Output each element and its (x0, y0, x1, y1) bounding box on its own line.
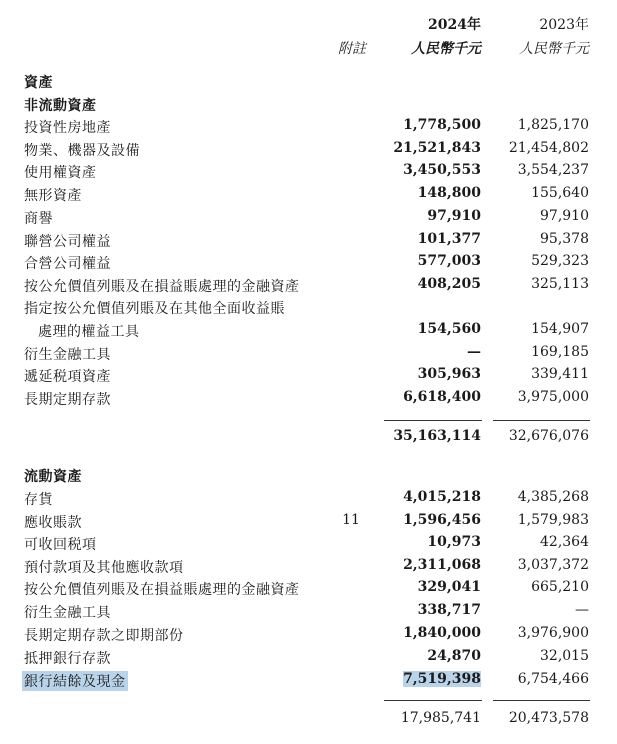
current-total-2023: 20,473,578 (508, 710, 589, 726)
table-row-highlighted (0, 671, 617, 693)
row-label: 處理的權益工具 (38, 324, 140, 340)
value-2023: 154,907 (531, 321, 589, 337)
header-year-2023: 2023年 (539, 17, 589, 33)
value-2023: 4,385,268 (517, 489, 589, 505)
table-row (0, 140, 617, 162)
section-current-row (0, 466, 617, 488)
value-2024: 305,963 (417, 366, 481, 382)
value-2023: 155,640 (531, 185, 589, 201)
table-row (0, 534, 617, 556)
table-row (0, 231, 617, 253)
value-2023: 1,579,983 (517, 512, 589, 528)
table-row (0, 321, 617, 343)
row-label: 指定按公允價值列賬及在其他全面收益賬 (24, 301, 285, 317)
value-2024: 10,973 (427, 534, 481, 550)
value-2023: 3,976,900 (517, 625, 589, 641)
value-2023: 97,910 (540, 208, 589, 224)
value-2023: 42,364 (540, 534, 589, 550)
subtotal-rule-2023 (493, 420, 590, 421)
table-row (0, 185, 617, 207)
row-label: 物業、機器及設備 (24, 143, 140, 159)
section-non-current: 非流動資產 (24, 98, 97, 114)
value-2024: 7,519,398 (403, 671, 481, 687)
row-label: 無形資產 (24, 188, 82, 204)
value-2023: 3,975,000 (517, 389, 589, 405)
value-2023: 6,754,466 (517, 671, 589, 687)
table-row (0, 276, 617, 298)
subtotal-rule-2024 (384, 420, 482, 421)
value-2024: 408,205 (417, 276, 481, 292)
row-label: 抵押銀行存款 (24, 651, 111, 667)
header-note-label: 附註 (338, 41, 366, 57)
value-2024: 148,800 (417, 185, 481, 201)
table-row (0, 579, 617, 601)
row-label: 可收回税項 (24, 537, 97, 553)
row-label: 衍生金融工具 (24, 605, 111, 621)
value-2023: 665,210 (531, 579, 589, 595)
row-label: 按公允價值列賬及在損益賬處理的金融資產 (24, 582, 300, 598)
row-label: 遞延税項資產 (24, 369, 111, 385)
value-2023: 529,323 (531, 253, 589, 269)
section-non-current-row (0, 95, 617, 117)
value-2024: 21,521,843 (393, 140, 481, 156)
value-2023: 95,378 (540, 231, 589, 247)
value-2023: 339,411 (531, 366, 589, 382)
value-2023: 3,037,372 (517, 557, 589, 573)
current-subtotal-rule-2023 (493, 700, 590, 701)
value-2024: 3,450,553 (403, 162, 481, 178)
row-label: 長期定期存款之即期部份 (24, 628, 184, 644)
total-2024: 35,163,114 (393, 428, 481, 444)
total-2023: 32,676,076 (508, 428, 589, 444)
table-row (0, 557, 617, 579)
table-row (0, 512, 617, 534)
value-2024: 101,377 (417, 231, 481, 247)
value-2023: 325,113 (531, 276, 589, 292)
table-row (0, 602, 617, 624)
value-2024: 6,618,400 (403, 389, 481, 405)
table-row (0, 366, 617, 388)
value-2024: 4,015,218 (403, 489, 481, 505)
value-2024: 1,778,500 (403, 117, 481, 133)
table-row (0, 208, 617, 230)
current-subtotal-row (0, 710, 617, 732)
table-row (0, 162, 617, 184)
current-total-2024: 17,985,741 (400, 710, 481, 726)
row-label: 投資性房地產 (24, 120, 111, 136)
row-label: 預付款項及其他應收款項 (24, 560, 184, 576)
row-label: 長期定期存款 (24, 392, 111, 408)
value-2024: 577,003 (417, 253, 481, 269)
value-2023: 1,825,170 (517, 117, 589, 133)
value-2024: 1,596,456 (403, 512, 481, 528)
row-label: 存貨 (24, 492, 53, 508)
row-label: 使用權資產 (24, 165, 97, 181)
value-2024: 1,840,000 (403, 625, 481, 641)
row-label: 銀行結餘及現金 (22, 671, 128, 691)
row-label: 衍生金融工具 (24, 347, 111, 363)
value-2024: 2,311,068 (403, 557, 481, 573)
value-2023: 32,015 (540, 648, 589, 664)
value-2024: 97,910 (427, 208, 481, 224)
table-row (0, 389, 617, 411)
table-row (0, 344, 617, 366)
row-label: 按公允價值列賬及在損益賬處理的金融資產 (24, 279, 300, 295)
table-row (0, 253, 617, 275)
value-2023: 21,454,802 (508, 140, 589, 156)
table-row (0, 298, 617, 320)
header-unit-2023: 人民幣千元 (519, 41, 589, 57)
subtotal-row (0, 428, 617, 450)
table-row (0, 117, 617, 139)
header-year-2024: 2024年 (428, 17, 481, 33)
section-assets: 資產 (24, 75, 53, 91)
row-label: 商譽 (24, 211, 53, 227)
section-assets-row (0, 72, 617, 94)
row-label: 應收賬款 (24, 515, 82, 531)
table-row (0, 648, 617, 670)
current-subtotal-rule-2024 (384, 700, 482, 701)
row-note: 11 (342, 512, 360, 528)
value-2023: — (575, 602, 589, 618)
value-2024: 24,870 (427, 648, 481, 664)
row-label: 合營公司權益 (24, 256, 111, 272)
row-label: 聯營公司權益 (24, 234, 111, 250)
header-unit-2024: 人民幣千元 (411, 41, 481, 57)
value-2023: 169,185 (531, 344, 589, 360)
value-2023: 3,554,237 (517, 162, 589, 178)
value-2024: — (467, 344, 481, 360)
value-2024: 329,041 (417, 579, 481, 595)
value-2024: 338,717 (417, 602, 481, 618)
table-row (0, 625, 617, 647)
section-current: 流動資產 (24, 469, 82, 485)
value-2024: 154,560 (417, 321, 481, 337)
table-row (0, 489, 617, 511)
